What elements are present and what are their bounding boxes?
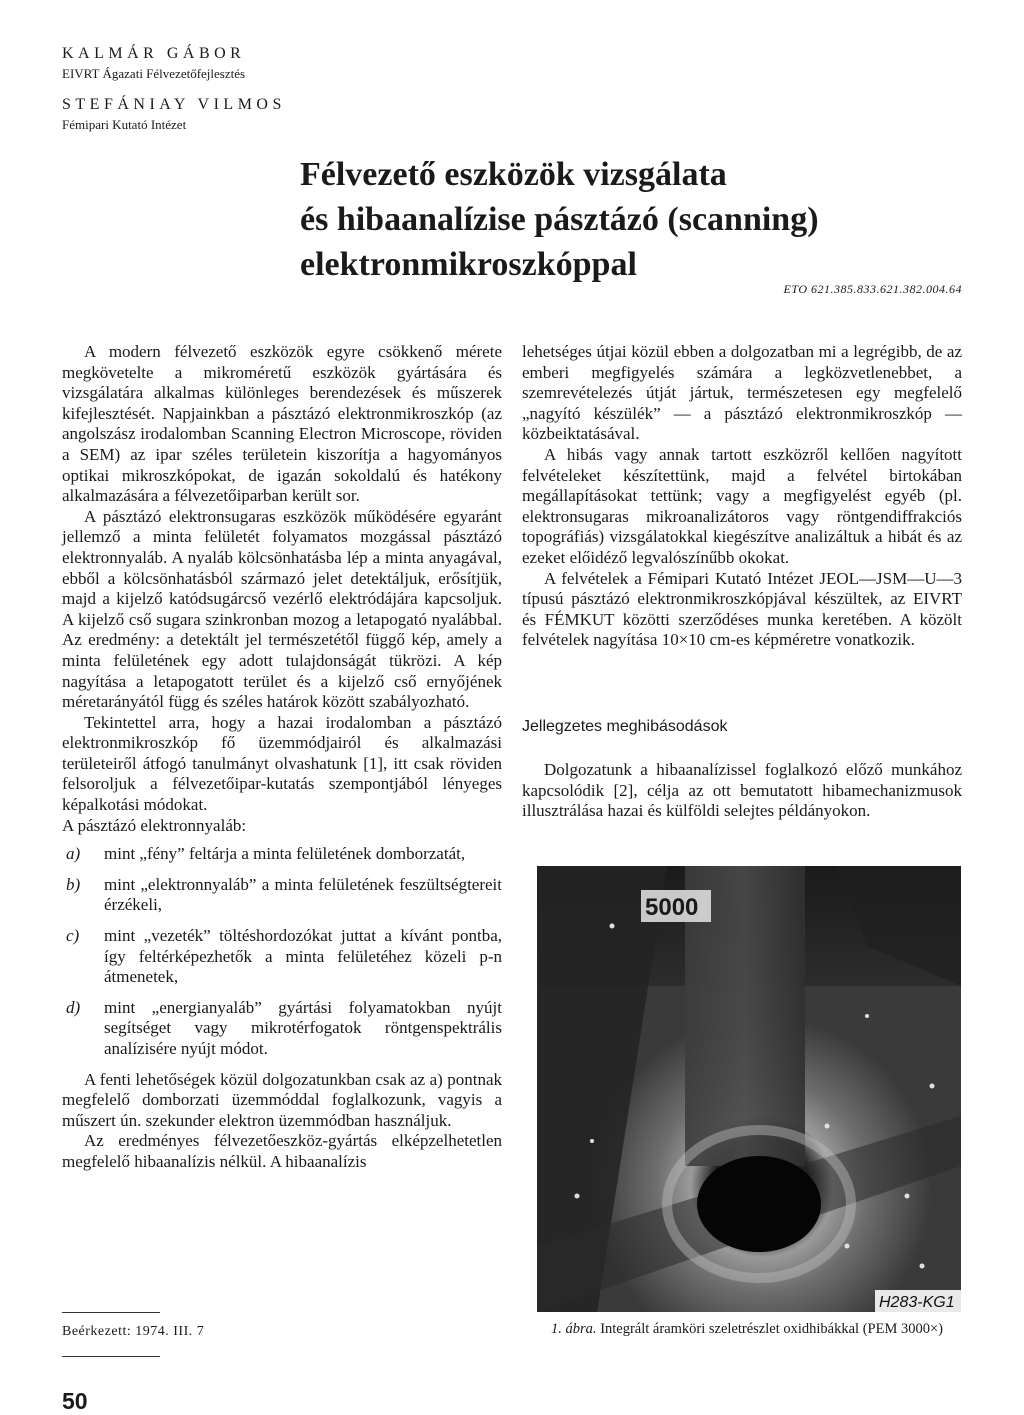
list-item: [62, 998, 502, 1060]
list-item: [62, 875, 502, 916]
right-column: [522, 342, 962, 651]
list-item: [62, 844, 502, 865]
footnote-rule: [62, 1312, 160, 1313]
caption-text: Integrált áramköri szeletrészlet oxidhibákkal (PEM 3000×): [600, 1321, 943, 1337]
author-affiliation-1: EIVRT Ágazati Félvezetőfejlesztés: [62, 66, 246, 81]
right-column-section: [522, 760, 962, 822]
list-item-text: mint „elektronnyaláb” a minta felületének feszültségtereit érzékeli,: [104, 874, 502, 915]
paragraph: A pásztázó elektronnyaláb:: [62, 815, 247, 835]
left-column: [62, 342, 502, 1173]
caption-number: 1. ábra.: [551, 1321, 597, 1337]
paragraph: Tekintettel arra, hogy a hazai irodalomban a pásztázó elektronmikroszkóp fő üzemmódjairól és alkalmazási területeiről átfogó tanulmányt olvashatunk [1], itt csak röviden felsoroljuk a félvezetőipar-kutatás szempontjából lényeges képalkotási módokat.: [62, 712, 502, 815]
title-line-1: Félvezető eszközök vizsgálata: [300, 156, 727, 193]
paragraph: A fenti lehetőségek közül dolgozatunkban csak az a) pontnak megfelelő domborzati üzemmóddal foglalkozunk, vagyis a műszert ún. szekunder elektron üzemmódban használjuk.: [62, 1069, 502, 1130]
paragraph: Dolgozatunk a hibaanalízissel foglalkozó előző munkához kapcsolódik [2], célja az ott bemutatott hibamechanizmusok illusztrálása hazai és külföldi selejtes példányokon.: [522, 760, 962, 821]
list-item-text: mint „fény” feltárja a minta felületének domborzatát,: [104, 844, 466, 864]
list-item-label: c): [66, 926, 80, 946]
list-item-text: mint „vezeték” töltéshordozókat juttat a kívánt pontba, így feltérképezhetők a minta felületéhez közeli p-n átmenetek,: [104, 926, 502, 987]
section-heading: Jellegzetes meghibásodások: [522, 718, 728, 735]
list-item-text: mint „energianyaláb” gyártási folyamatokban nyújt segítséget vagy mikrotérfogatok röntgenspektrális analízisére nyújt módot.: [104, 997, 502, 1058]
list-item-label: d): [66, 997, 81, 1017]
author-name-1: KALMÁR GÁBOR: [62, 45, 246, 62]
title-line-3: elektronmikroszkóppal: [300, 246, 637, 283]
page-number: 50: [62, 1388, 88, 1414]
paragraph: lehetséges útjai közül ebben a dolgozatban mi a legrégibb, de az emberi megfigyelés számára a legközvetlenebbet, a szemrevételezés útját jártuk, természetesen egy megfelelő „nagyító készülék” — a pásztázó elektronmikroszkóp — közbeiktatásával.: [522, 342, 962, 444]
list-item: [62, 926, 502, 988]
footer-rule: [62, 1356, 160, 1357]
paragraph: A pásztázó elektronsugaras eszközök működésére egyaránt jellemző a minta felületét folyamatos mozgással pásztázó elektronnyaláb. A nyaláb kölcsönhatásba lép a minta anyagával, ebből a kölcsönhatásból származó jelet detektáljuk, erősítjük, majd a kijelző katódsugárcső vezérlő elektródájára kapcsoljuk. A kijelző cső sugara szinkronban mozog a letapogató nyalábbal. Az eredmény: a detektált jel természetétől függő kép, amely a minta felületének egy adott tulajdonságát tükrözi. A kép nagyítása a letapogatott terület és a kijelző cső ernyőjének méretarányától függ és széles határok között szabályozható.: [62, 506, 502, 712]
plate-label: H283-KG1: [879, 1294, 955, 1311]
received-date: Beérkezett: 1974. III. 7: [62, 1324, 205, 1339]
figure-caption: [522, 1320, 972, 1339]
paragraph: A hibás vagy annak tartott eszközről kellően nagyított felvételeket készítettünk, majd a felvétel birtokában megállapításokat tettünk; vagy a megfigyelést egyéb (pl. elektronsugaras mikroanalizátoros vagy röntgendiffrakciós topográfiás) vizsgálatokkal kiegészítve analizáltuk a hibát és az ezeket előidéző legvalószínűbb okokat.: [522, 444, 962, 567]
micrograph-label: 5000: [645, 894, 699, 921]
article-title: [300, 152, 940, 287]
author-affiliation-2: Fémipari Kutató Intézet: [62, 117, 187, 132]
micrograph-image: [537, 866, 961, 1312]
list-item-label: a): [66, 844, 81, 864]
paragraph: A modern félvezető eszközök egyre csökkenő mérete megkövetelte a mikroméretű eszközök gyártására és vizsgálatára alkalmas különleges berendezések és műszerek kifejlesztését. Napjainkban a pásztázó elektronmikroszkóp (az angolszász irodalomban Scanning Electron Microscope, röviden a SEM) az ipar széles területein kiszorítja a hagyományos optikai mikroszkópokat, de igazán sokoldalú és hatékony alkalmazására a félvezetőiparban került sor.: [62, 342, 502, 506]
list-item-label: b): [66, 874, 81, 894]
eto-classification: ETO 621.385.833.621.382.004.64: [783, 282, 962, 296]
sem-micrograph: [537, 866, 961, 1312]
author-name-2: STEFÁNIAY VILMOS: [62, 96, 286, 113]
paragraph: A felvételek a Fémipari Kutató Intézet JEOL—JSM—U—3 típusú pásztázó elektronmikroszkópjával készültek, az EIVRT és FÉMKUT közötti szerződéses munka keretében. A közölt felvételek nagyítása 10×10 cm-es képméretre vonatkozik.: [522, 568, 962, 650]
title-line-2: és hibaanalízise pásztázó (scanning): [300, 201, 819, 238]
paragraph: Az eredményes félvezetőeszköz-gyártás elképzelhetetlen megfelelő hibaanalízis nélkül. A hibaanalízis: [62, 1131, 502, 1171]
mode-list: [62, 844, 502, 1059]
